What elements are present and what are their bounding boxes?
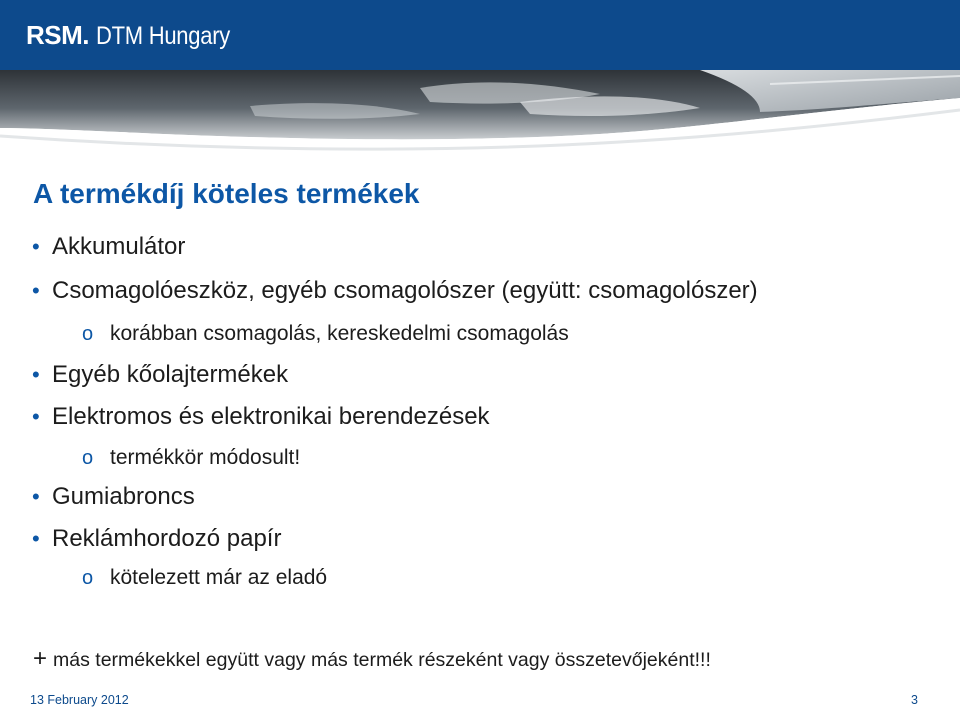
list-item <box>32 233 185 261</box>
list-item <box>32 403 490 431</box>
list-subitem <box>82 322 569 346</box>
company-logo <box>26 20 248 54</box>
circle-bullet-icon: o <box>82 447 94 469</box>
bullet-icon: • <box>32 278 40 303</box>
list-item-text: kötelezett már az eladó <box>110 566 328 589</box>
bullet-icon: • <box>32 404 40 429</box>
footer-date: 13 February 2012 <box>30 693 129 707</box>
plus-icon: + <box>33 645 48 672</box>
logo-name: DTM Hungary <box>95 22 230 50</box>
list-subitem <box>82 566 327 590</box>
logo-dot: . <box>82 20 90 50</box>
circle-bullet-icon: o <box>82 323 94 345</box>
bullet-icon: • <box>32 484 40 509</box>
list-item-text: Gumiabroncs <box>52 483 195 510</box>
page-number: 3 <box>911 693 918 707</box>
list-item <box>32 525 281 553</box>
list-item-text: Akkumulátor <box>52 233 186 260</box>
bullet-icon: • <box>32 234 40 259</box>
circle-bullet-icon: o <box>82 567 94 589</box>
list-item-text: Egyéb kőolajtermékek <box>52 361 289 388</box>
slide-note <box>33 645 711 673</box>
sea-wave-banner <box>0 58 960 168</box>
list-item-text: Elektromos és elektronikai berendezések <box>52 403 490 430</box>
list-item <box>32 277 758 305</box>
list-item <box>32 483 195 511</box>
list-subitem <box>82 446 300 470</box>
list-item-text: korábban csomagolás, kereskedelmi csomagolás <box>110 322 569 345</box>
list-item-text: Reklámhordozó papír <box>52 525 282 552</box>
note-text: más termékekkel együtt vagy más termék részeként vagy összetevőjeként!!! <box>53 649 711 671</box>
list-item <box>32 361 288 389</box>
list-item-text: termékkör módosult! <box>110 446 301 469</box>
bullet-icon: • <box>32 526 40 551</box>
slide-title: A termékdíj köteles termékek <box>33 178 420 209</box>
logo-mark: RSM <box>26 20 83 50</box>
list-item-text: Csomagolóeszköz, egyéb csomagolószer (együtt: csomagolószer) <box>52 277 758 304</box>
bullet-icon: • <box>32 362 40 387</box>
